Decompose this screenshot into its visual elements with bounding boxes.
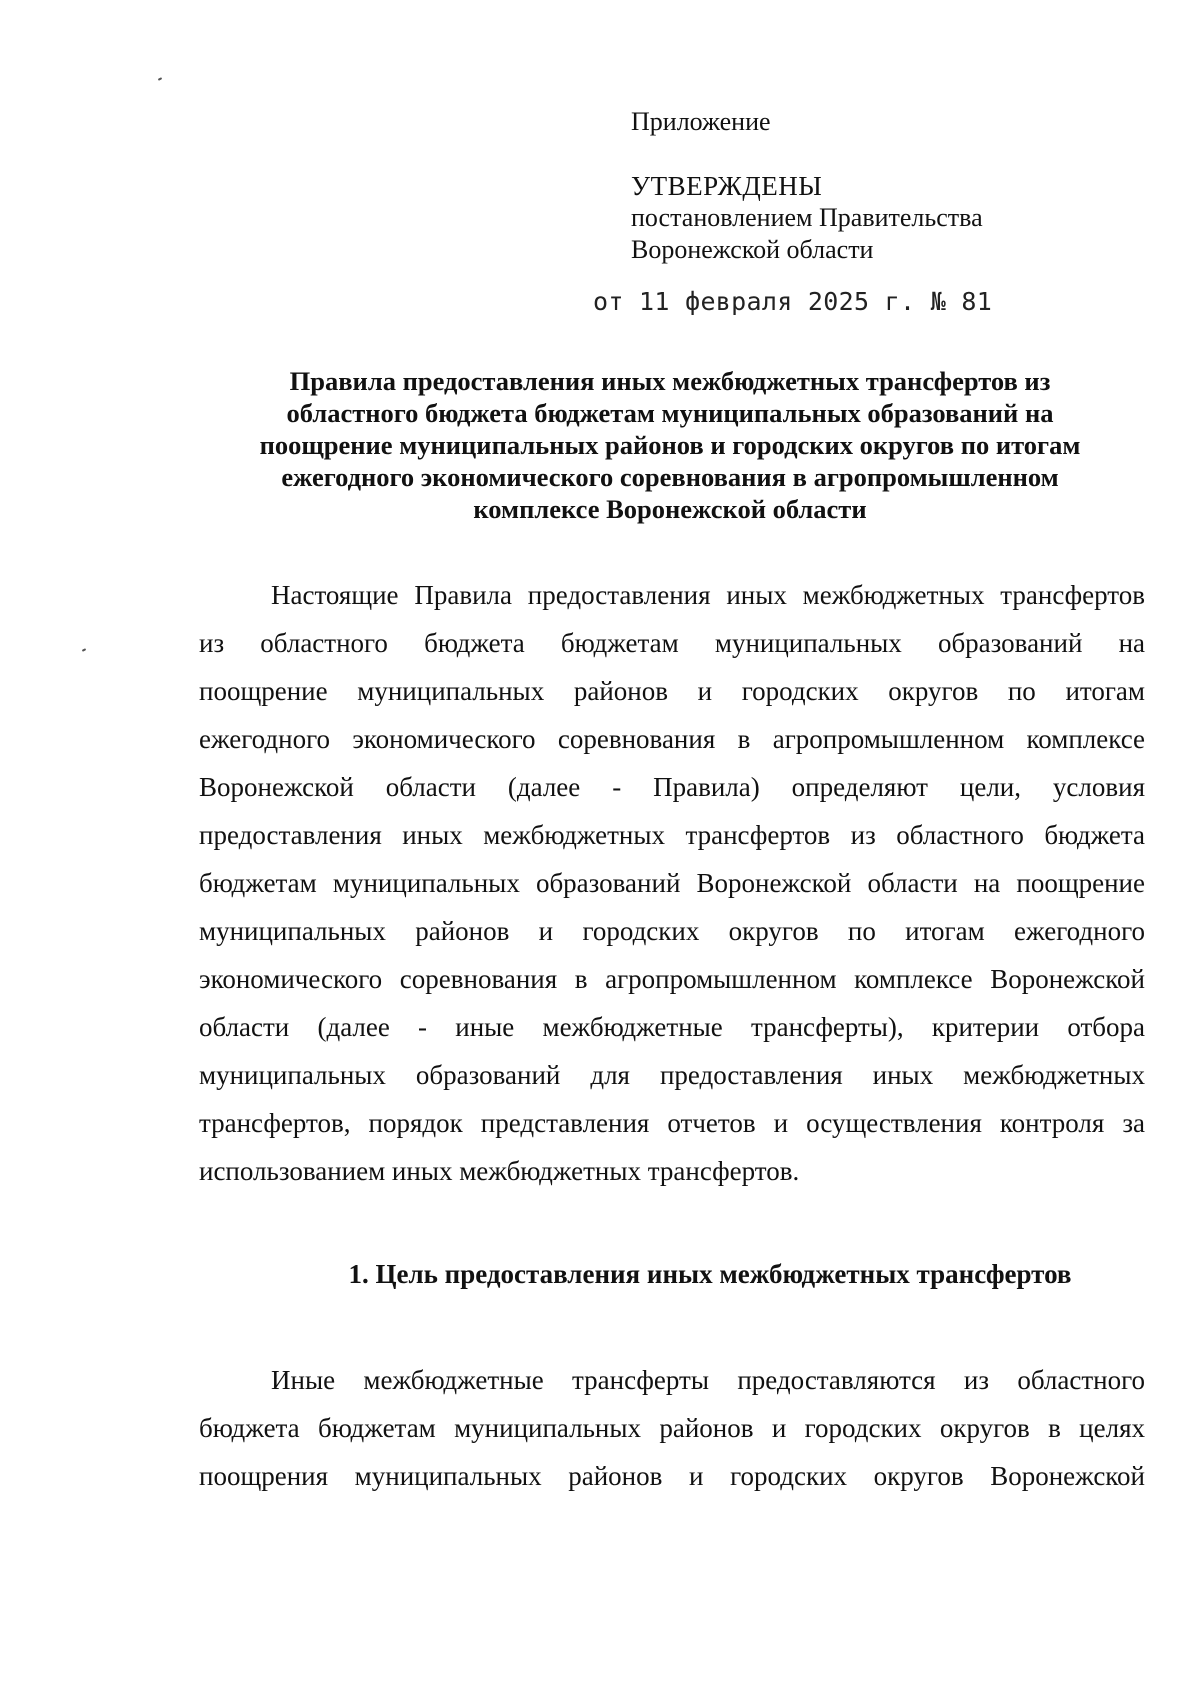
paragraph-line: бюджетам муниципальных образований Воронежской области на поощрение: [199, 868, 1145, 898]
paragraph-line: предоставления иных межбюджетных трансфертов из областного бюджета: [199, 820, 1145, 850]
scan-speck: [82, 648, 86, 652]
paragraph-line: бюджета бюджетам муниципальных районов и городских округов в целях: [199, 1413, 1145, 1443]
approval-block: [631, 106, 1151, 266]
approved-label: УТВЕРЖДЕНЫ: [631, 171, 823, 201]
title-line: Правила предоставления иных межбюджетных трансфертов из: [289, 366, 1051, 396]
title-line: ежегодного экономического соревнования в агропромышленном: [281, 462, 1059, 492]
paragraph-line: области (далее - иные межбюджетные трансферты), критерии отбора: [199, 1012, 1145, 1042]
paragraph-line: Воронежской области (далее - Правила) определяют цели, условия: [199, 772, 1145, 802]
paragraph-line: Настоящие Правила предоставления иных межбюджетных трансфертов: [271, 580, 1145, 610]
paragraph-line: муниципальных районов и городских округов по итогам ежегодного: [199, 916, 1145, 946]
approved-by-line-2: Воронежской области: [631, 235, 874, 264]
paragraph-line: ежегодного экономического соревнования в агропромышленном комплексе: [199, 724, 1145, 754]
section-1-heading: 1. Цель предоставления иных межбюджетных трансфертов: [348, 1259, 1072, 1289]
paragraph-line: поощрение муниципальных районов и городских округов по итогам: [199, 676, 1145, 706]
approved-by-line-1: постановлением Правительства: [631, 203, 983, 232]
paragraph-line: поощрения муниципальных районов и городских округов Воронежской: [199, 1461, 1145, 1491]
title-line: комплексе Воронежской области: [473, 494, 867, 524]
scan-speck: [158, 77, 162, 81]
paragraph-line: Иные межбюджетные трансферты предоставляются из областного: [271, 1365, 1145, 1395]
intro-paragraph: [199, 571, 1145, 1195]
appendix-label: Приложение: [631, 107, 771, 136]
title-line: областного бюджета бюджетам муниципальных образований на: [286, 398, 1054, 428]
paragraph-line: из областного бюджета бюджетам муниципальных образований на: [199, 628, 1145, 658]
paragraph-line: экономического соревнования в агропромышленном комплексе Воронежской: [199, 964, 1145, 994]
paragraph-line: использованием иных межбюджетных трансфертов.: [199, 1156, 800, 1186]
resolution-date: от 11 февраля 2025 г. № 81: [593, 287, 993, 316]
title-line: поощрение муниципальных районов и городских округов по итогам: [259, 430, 1081, 460]
document-title: [160, 365, 1180, 525]
section-1-paragraph: [199, 1356, 1145, 1500]
paragraph-line: муниципальных образований для предоставления иных межбюджетных: [199, 1060, 1145, 1090]
paragraph-line: трансфертов, порядок представления отчетов и осуществления контроля за: [199, 1108, 1145, 1138]
